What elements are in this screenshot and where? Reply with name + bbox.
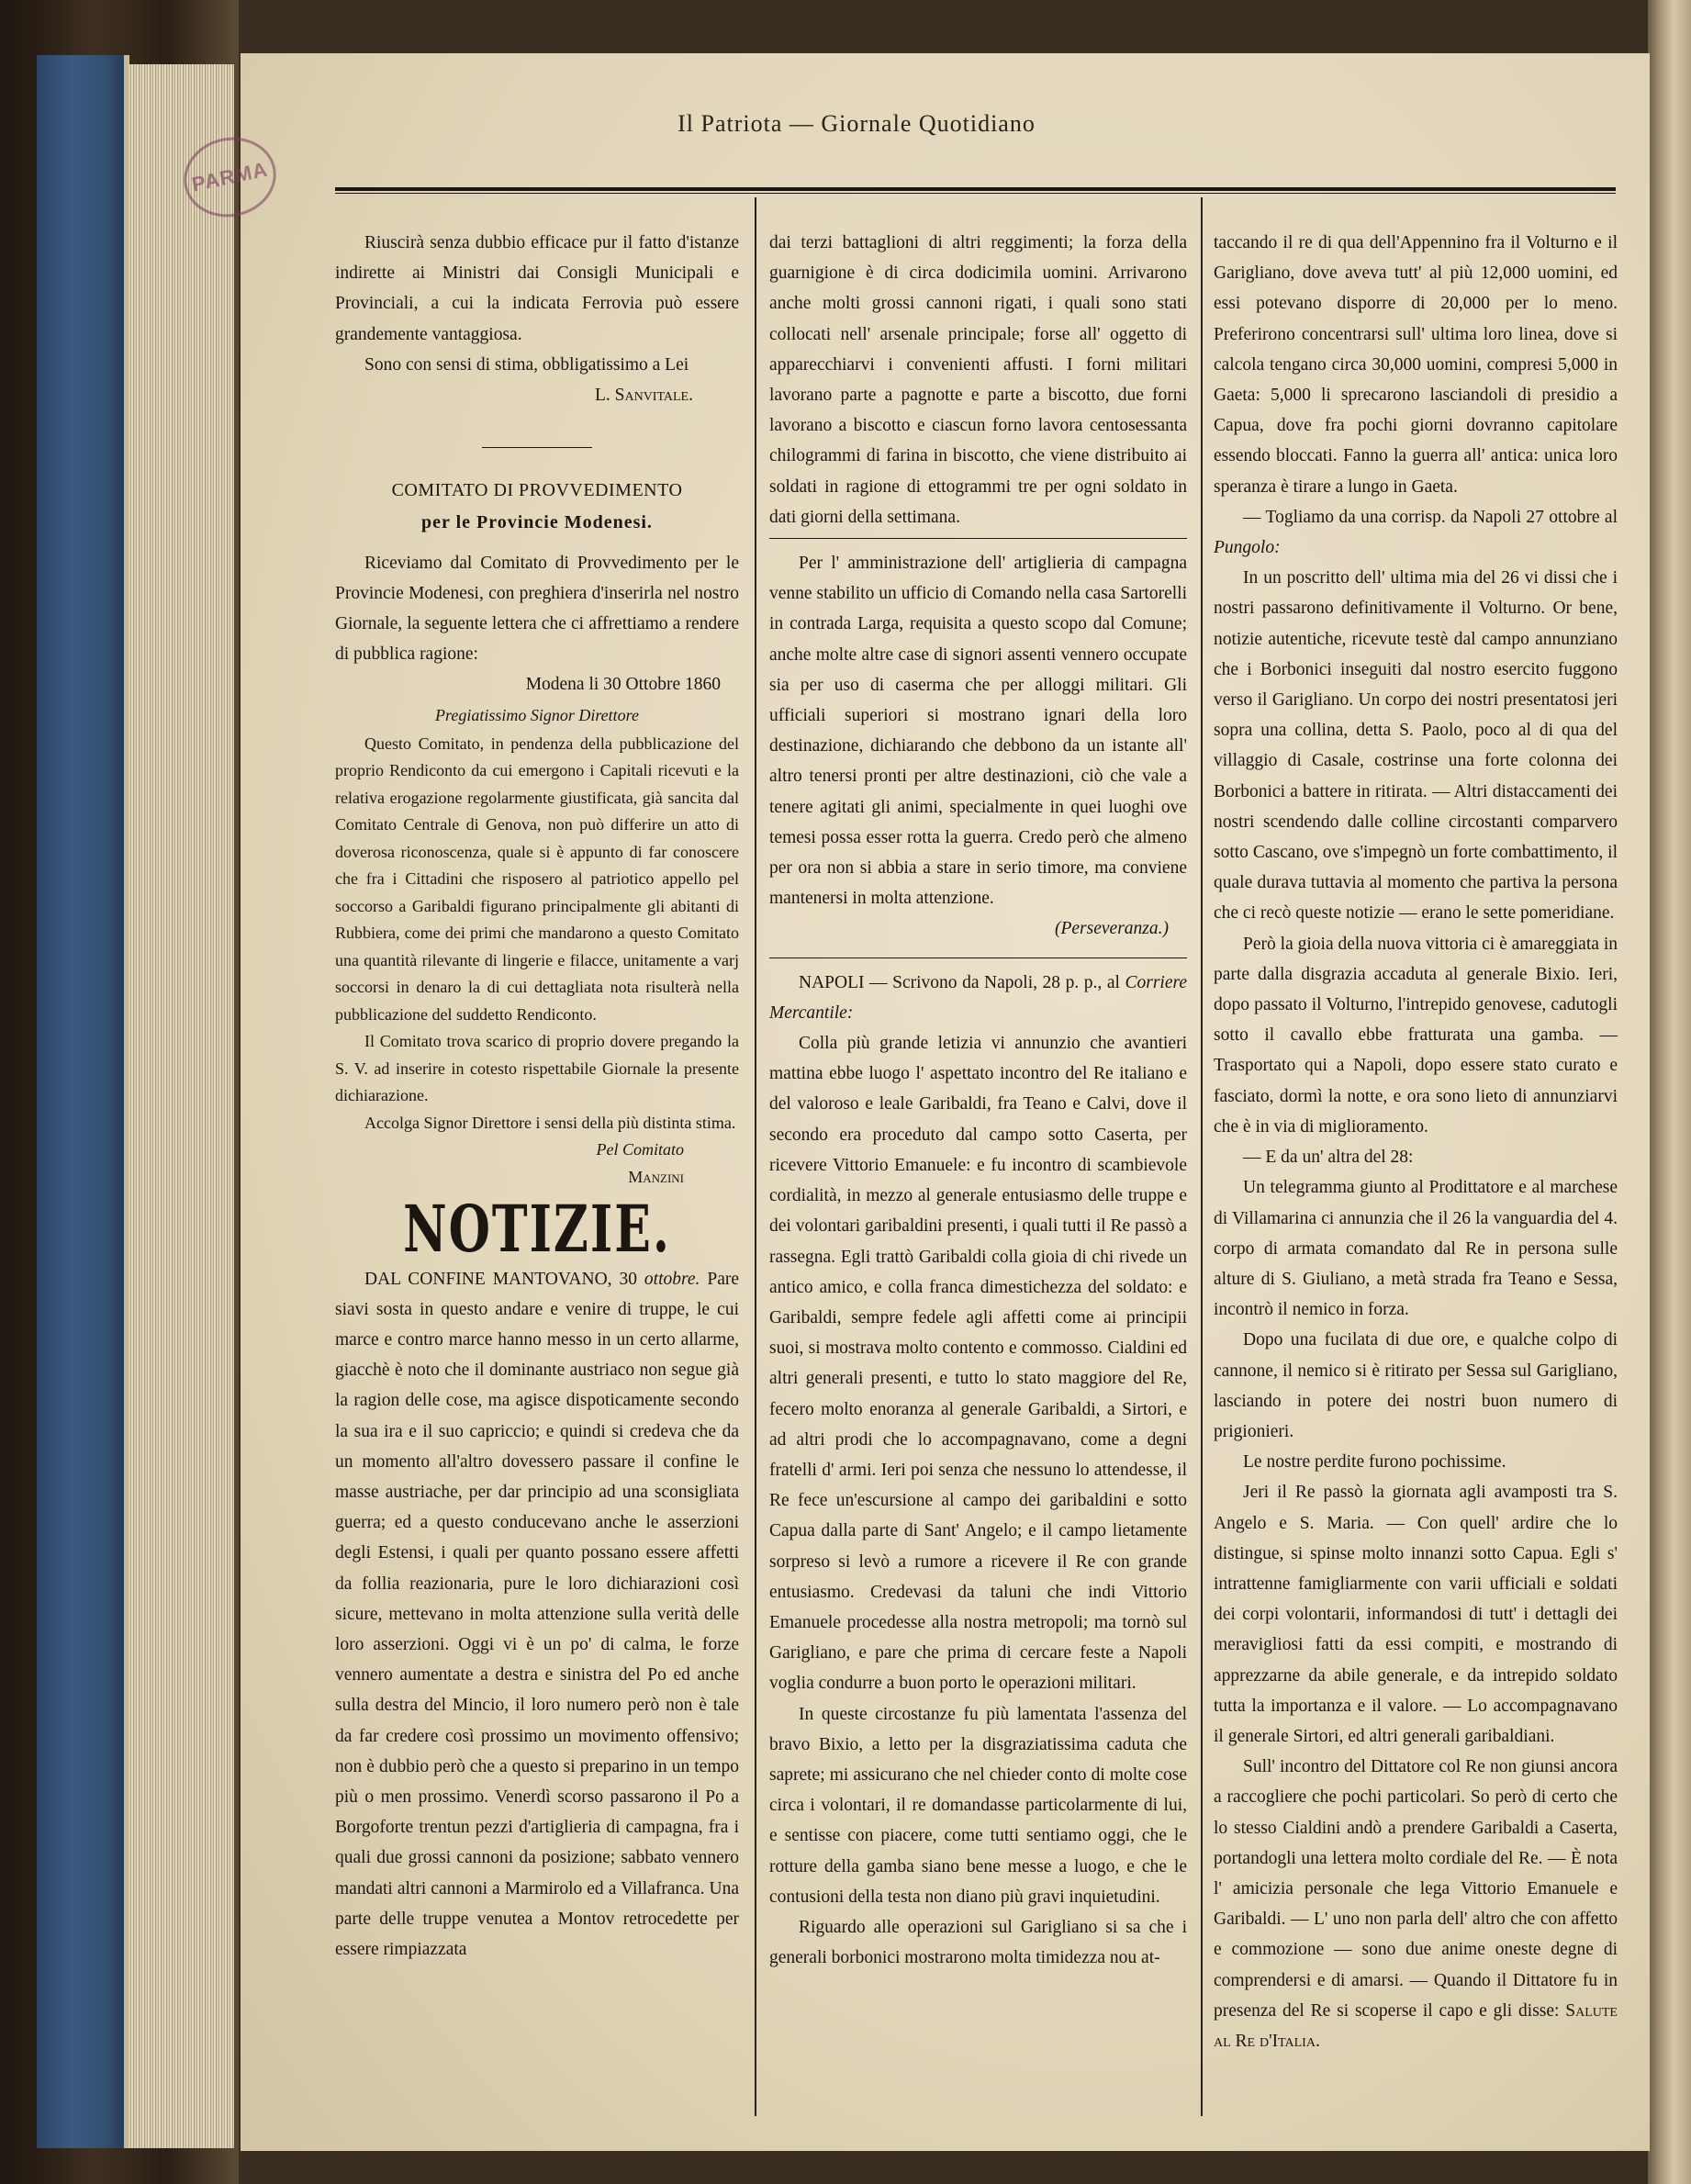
paragraph: Un telegramma giunto al Prodittatore e al marchese di Villamarina ci annunzia che il 26 la vanguardia del 4. corpo di armata comandato dal Re in persona sulle alture di S. Giuliano, a metà strada fra Teano e Sessa, incontrò il nemico in forza.: [1214, 1178, 1618, 1320]
paragraph: Però la gioia della nuova vittoria ci è amareggiata in parte dalla disgrazia accaduta al generale Bixio. Ieri, dopo passato il Volturno, l'intrepido genovese, cadutogli sotto il cavallo ebbe fratturata una gamba. — Trasportato qui a Napoli, dopo essere stato curato e fasciato, dormì la notte, e ora sono lieto di annunziarvi che è in via di miglioramento.: [1214, 934, 1618, 1137]
paragraph: taccando il re di qua dell'Appennino fra il Volturno e il Garigliano, dove aveva tutt' al più 12,000 uomini, ed essi potevano disporre di 20,000 per lo meno. Preferirono concentrarsi sull' ultima loro linea, dove si calcola tengano circa 30,000 uomini, compresi 5,000 in Gaeta: 5,000 li sprecarono lasciandoli di presidio a Capua, dove fra pochi giorni dovranno capitolare essendo bloccati. Fanno la guerra all' antica: unica loro speranza è tirare a lungo in Gaeta.: [1214, 233, 1618, 497]
source-credit: (Perseveranza.): [1055, 919, 1169, 939]
news-dateline: DAL CONFINE MANTOVANO, 30: [364, 1269, 637, 1289]
news-text: Pare siavi sosta in questo andare e venire di truppe, le cui marce e contro marce hanno messo in un certo allarme, giacchè è noto che il dominante austriaco non segue già la ragion delle cose, ma agisce dispoticamente secondo la sua ira e il suo capriccio; e quindi si credeva che da un momento all'altro dovessero passare il confine le masse austriache, per dar principio ad una sconsigliata guerra; ed a questo conducevano anche le asserzioni degli Estensi, i quali per quanto possano essere affetti da follia reazionaria, pure le loro dichiarazioni così sicure, mettevano in molta attenzione sulla verità delle loro asserzioni. Oggi vi è un po' di calma, le forze vennero aumentate a destra e sinistra del Po ed anche sulla destra del Mincio, il loro numero però non è tale da far credere così prossimo un movimento offensivo; non è dubbio però che a questo si preparino in un tempo più o men prossimo. Venerdì scorso passarono il Po a Borgoforte trentun pezzi d'artiglieria di campagna, fra i quali due grossi cannoni da posizione; sabbato vennero mandati altri cannoni a Marmirolo ed a Villafranca. Una parte delle truppe venutea a Montov retrocedette per essere rimpiazzata: [335, 1269, 739, 1960]
column-divider-1: [755, 197, 756, 2116]
column-2: [769, 228, 1187, 1973]
column-1: [335, 228, 739, 1965]
letter-body: [335, 731, 739, 1192]
paragraph: Le nostre perdite furono pochissime.: [1243, 1452, 1506, 1473]
section-rule: [482, 447, 592, 448]
quote: Salute al Re d'Italia.: [1214, 2000, 1618, 2051]
paragraph: Per l' amministrazione dell' artiglieria di campagna venne stabilito un ufficio di Comando nella casa Sartorelli in contrada Larga, requisita a questo scopo dal Comune; anche molte altre case di signori assenti vennero occupate sia per uso di caserma che per alloggi militari. Gli ufficiali superiori si mostrano ignari della loro destinazione, dichiarando che debbono da un istante all' altro tenersi pronti per altre destinazioni, ciò che vale a tenere agitati gli animi, specialmente in quei luoghi ove temesi possa esser rotta la guerra. Credo però che almeno per ora non si abbia a stare in serio timore, ma conviene mantenersi in molta attenzione.: [769, 554, 1187, 909]
blue-cover-board: [37, 55, 129, 2148]
section-heading-notizie: NOTIZIE.: [403, 1192, 671, 1268]
separator: [769, 538, 1187, 539]
column-divider-2: [1201, 197, 1203, 2116]
paragraph: Colla più grande letizia vi annunzio che avantieri mattina ebbe luogo l' aspettato incontro del Re italiano e del valoroso e leale Garibaldi, fra Teano e Calvi, dove il secondo era proceduto dal campo sotto Caserta, per ricevere Vittorio Emanuele: e fu incontro di scambievole cordialità, in mezzo al generale entusiasmo delle truppe e dei volontari garibaldini presenti, i quali tutti il Re passò a rassegna. Egli trattò Garibaldi colla gioia di chi rivede un antico amico, e colla franca dimestichezza del soldato: e Garibaldi, sempre fedele agli affetti come ai principii suoi, si mostrava molto contento e commosso. Cialdini ed altri generali presenti, e tutto lo stato maggiore del Re, fecero molto enoranza al generale Garibaldi, a Sirtori, e ad altri prodi che lo accompagnavano, come a degni fratelli d' armi. Ieri poi senza che nessuno lo attendesse, il Re fece un'escursione al campo dei garibaldini e sotto Capua dalla parte di Sant' Angelo; e il campo lietamente sorpreso si levò a rumore a ricevere il Re con grande entusiasmo. Credevasi da taluni che indi Vittorio Emanuele procedesse alla nostra metropoli; ma tornò sul Garigliano, e pare che prima di cercare feste a Napoli voglia condurre a buon porto le operazioni militari.: [769, 1034, 1187, 1694]
news-dateline: — Togliamo da una corrisp. da Napoli 27 ottobre al: [1243, 507, 1618, 527]
section-title: COMITATO DI PROVVEDIMENTO: [391, 480, 683, 501]
paragraph: Sono con sensi di stima, obbligatissimo a Lei: [364, 354, 689, 375]
paragraph-text: Sull' incontro del Dittatore col Re non giunsi ancora a raccogliere che pochi particolari. So però di certo che lo stesso Cialdini andò a prendere Garibaldi a Caserta, portandogli una lettera molto cordiale del Re. — È nota l' amicizia personale che lega Vittorio Emanuele e Garibaldi. — L' uno non parla dell' altro che con affetto e commozione — sono due anime oneste degne di comprendersi e di amarsi. — Quando il Dittatore fu in presenza del Re si scoperse il capo e gli disse:: [1214, 1757, 1618, 2021]
paragraph: Riuscirà senza dubbio efficace pur il fatto d'istanze indirette ai Ministri dai Consigli Municipali e Provinciali, a cui la indicata Ferrovia può essere grandemente vantaggiosa.: [335, 233, 739, 344]
paragraph: Riceviamo dal Comitato di Provvedimento per le Provincie Modenesi, con preghiera d'inserirla nel nostro Giornale, la seguente lettera che ci affrettiamo a rendere di pubblica ragione:: [335, 553, 739, 665]
paragraph: Jeri il Re passò la giornata agli avamposti tra S. Angelo e S. Maria. — Con quell' ardire che lo distingue, si spinse molto innanzi sotto Capua. Egli s' intrattenne famigliarmente con varii ufficiali e soldati dei corpi volontarii, informandosi di tutt' i dettagli dei meravigliosi fatti da essi compiti, e mostrando di apprezzarne da abile generale, e da intrepido soldato tutta la importanza e il valore. — Lo accompagnavano il generale Sirtori, ed altri generali garibaldiani.: [1214, 1483, 1618, 1746]
dateline: Modena li 30 Ottobre 1860: [525, 675, 721, 695]
right-page-edge: [1648, 0, 1691, 2184]
paragraph: In un poscritto dell' ultima mia del 26 vi dissi che i nostri passarono definitivamente il Volturno. Or bene, notizie autentiche, ricevute testè dal campo annunziano che i Borbonici inseguiti dal nostro esercito fuggono verso il Garigliano. Un corpo dei nostri presentatosi jeri sopra una collina, detta S. Paolo, poco al di qua del villaggio di Casale, costrinse una forte colonna dei Borbonici a battere in ritirata. — Altri distaccamenti dei nostri scendendo dalle colline circostanti comparvero sotto Cascano, ove s'impegnò un forte combattimento, il quale durava tuttavia al momento che partiva la persona che ci recò queste notizie — erano le sette pomeridiane.: [1214, 568, 1618, 924]
signature: L. Sanvitale.: [594, 386, 693, 406]
header-rule-thin: [335, 193, 1616, 194]
stamp-text: PARMA: [189, 157, 271, 196]
section-subtitle: per le Provincie Modenesi.: [421, 512, 653, 533]
news-date: ottobre.: [644, 1269, 700, 1289]
news-dateline: NAPOLI — Scrivono da Napoli, 28 p. p., al: [799, 972, 1120, 992]
closing: Pel Comitato: [596, 1140, 684, 1159]
news-paragraph: [1214, 502, 1618, 563]
paragraph: Accolga Signor Direttore i sensi della più distinta stima.: [364, 1113, 736, 1132]
closing-name: Manzini: [628, 1167, 684, 1186]
news-source: Corriere Mercantile:: [769, 972, 1187, 1023]
paragraph: Questo Comitato, in pendenza della pubblicazione del proprio Rendiconto da cui emergono i Capitali ricevuti e la relativa erogazione regolarmente giustificata, già sancita dal Comitato Centrale di Genova, non può differire un atto di doverosa riconoscenza, quale si è appunto di far conoscere che fra i Cittadini che risposero al patriotico appello pel soccorso a Garibaldi figurano principalmente gli abitanti di Rubbiera, come dei primi che mandarono a questo Comitato una quantità rilevante di lingerie e filacce, unitamente a varj soccorsi in denaro la di cui dettagliata nota risulterà nella pubblicazione del suddetto Rendiconto.: [335, 734, 739, 1024]
salutation: Pregiatissimo Signor Direttore: [435, 705, 639, 724]
paragraph: — E da un' altra del 28:: [1243, 1148, 1414, 1168]
paragraph: Il Comitato trova scarico di proprio dovere pregando la S. V. ad inserire in cotesto rispettabile Giornale la presente dichiarazione.: [335, 1032, 739, 1105]
paragraph: dai terzi battaglioni di altri reggimenti; la forza della guarnigione è di circa dodicimila uomini. Arrivarono anche molti grossi cannoni rigati, i quali sono stati collocati nell' arsenale principale; forse all' oggetto di apparecchiarvi i convenienti affusti. I forni militari lavorano parte a pagnotte e parte a biscotto, due forni lavorano a biscotto e ciascun forno lavora centosessanta chilogrammi di farina in biscotto, che viene distribuito ai soldati in ragione di ettogrammi tre per ogni soldato in dati giorni della settimana.: [769, 233, 1187, 527]
page-header: Il Patriota — Giornale Quotidiano: [678, 110, 1036, 137]
paragraph: Riguardo alle operazioni sul Garigliano si sa che i generali borbonici mostrarono molta timidezza nou at-: [769, 1917, 1187, 1968]
column-3: [1214, 228, 1618, 2056]
news-source: Pungolo:: [1214, 538, 1281, 558]
header-rule: [335, 187, 1616, 191]
paragraph: In queste circostanze fu più lamentata l'assenza del bravo Bixio, a letto per la disgraziatissima caduta che saprete; mi assicurano che nel chieder conto di molte cose circa i volontari, il re domandasse particolarmente di lui, e sentisse con piacere, come tutti sentiamo oggi, che le rotture della gamba siano bene messe a luogo, e che le contusioni della testa non diano più gravi inquietudini.: [769, 1704, 1187, 1907]
page-stack-edge: [129, 64, 234, 2148]
paragraph: Dopo una fucilata di due ore, e qualche colpo di cannone, il nemico si è ritirato per Sessa sul Garigliano, lasciando in potere dei nostri buon numero di prigionieri.: [1214, 1330, 1618, 1441]
news-paragraph: [769, 968, 1187, 1028]
news-paragraph: [335, 1264, 739, 1966]
paragraph: [1214, 1752, 1618, 2056]
